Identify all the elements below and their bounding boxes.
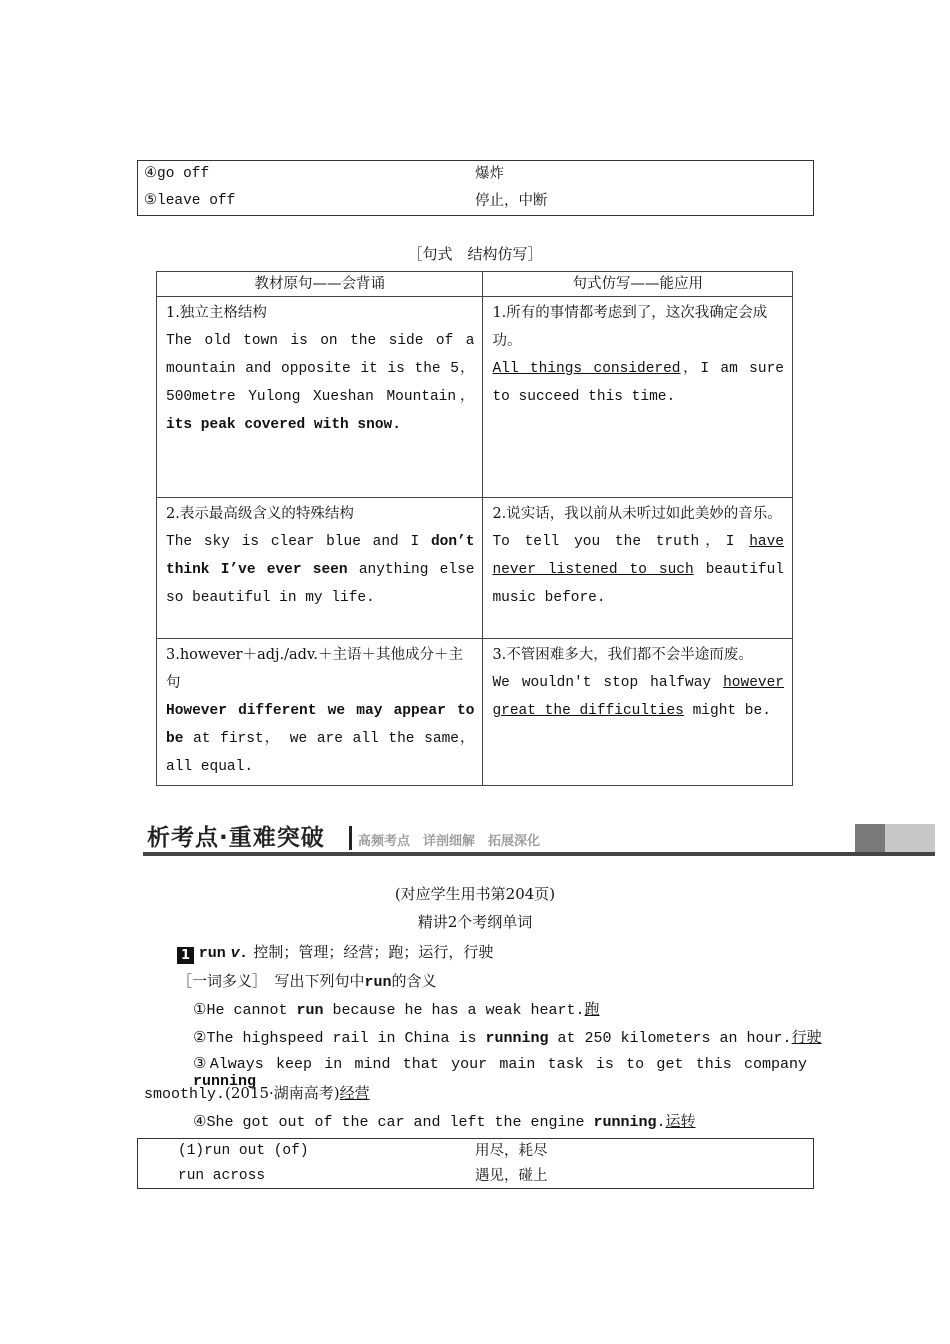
book-page-reference: (对应学生用书第204页) — [394, 885, 556, 903]
sentence-text: ①He cannot — [193, 1002, 297, 1019]
phrase-zh: 停止，中断 — [475, 193, 548, 209]
sentence-text: anything else so beautiful in my life. — [166, 562, 475, 606]
original-sentence — [166, 528, 474, 612]
sentence-text: ②The highspeed rail in China is — [193, 1030, 486, 1047]
original-sentence — [166, 697, 474, 781]
top-phrase-box — [137, 160, 814, 216]
sentence-keyword: running — [193, 1073, 257, 1090]
sentence-answer: 行驶 — [791, 1028, 822, 1046]
sentence-answer: 运转 — [665, 1112, 696, 1130]
imitation-prompt: 1.所有的事情都考虑到了，这次我确定会成功。 — [492, 305, 768, 349]
structure-heading: ［句式 结构仿写］ — [407, 245, 543, 263]
sentence-text: . — [656, 1114, 666, 1131]
table-cell — [483, 639, 793, 786]
banner-title: 析考点·重难突破 — [147, 825, 325, 851]
banner-decoration — [885, 824, 935, 852]
sentence-text: ③Always keep in mind that your main task is to get this company — [193, 1056, 807, 1073]
banner-rule — [143, 852, 935, 856]
sentence-source: (2015·湖南高考) — [225, 1084, 340, 1102]
sentence-keyword: run — [296, 1002, 324, 1019]
phrase-en: (1)run out (of) — [178, 1143, 309, 1159]
answer-text: ，I am sure to succeed this time. — [492, 361, 784, 405]
sentence-text: at first， we are all the same，all equal. — [166, 731, 475, 775]
headword: run — [198, 945, 226, 962]
section-subtitle: 精讲2个考纲单词 — [417, 913, 533, 931]
sentence-text: ④She got out of the car and left the engine — [193, 1114, 594, 1131]
phrase-row — [138, 1139, 813, 1164]
example-sentence-continued — [144, 1082, 370, 1103]
column-header-left: 教材原句——会背诵 — [157, 272, 483, 297]
sentence-text: at 250 kilometers an hour. — [548, 1030, 792, 1047]
word-entry — [177, 941, 493, 964]
sentence-bold: don’t think I’ve ever seen — [166, 534, 475, 578]
table-cell — [483, 498, 793, 639]
answer-underline: have never listened to such — [492, 534, 784, 578]
table-cell — [157, 639, 483, 786]
word-meanings: 控制；管理；经营；跑；运行，行驶 — [253, 943, 494, 961]
answer-text: We wouldn't stop halfway — [492, 675, 712, 691]
phrase-zh: 爆炸 — [475, 166, 504, 182]
sentence-keyword: running — [593, 1114, 657, 1131]
sentence-bold: its peak covered with snow. — [166, 417, 401, 433]
phrase-zh: 遇见，碰上 — [475, 1168, 548, 1184]
answer-underline: however great the difficulties — [492, 675, 785, 719]
sentence-answer: 经营 — [339, 1084, 370, 1102]
sentence-text: smoothly. — [144, 1086, 226, 1103]
instruction-word: run — [364, 974, 392, 991]
structure-table — [156, 271, 793, 786]
example-sentence — [193, 998, 600, 1019]
structure-title: 1.独立主格结构 — [166, 305, 267, 321]
instruction-text: 的含义 — [391, 972, 437, 990]
imitation-answer — [492, 355, 784, 411]
answer-underline: All things considered — [492, 361, 681, 377]
phrase-en: ④go off — [144, 166, 210, 182]
banner-subtitle: 高频考点 详剖细解 拓展深化 — [358, 834, 541, 849]
section-banner — [143, 818, 935, 856]
sentence-answer: 跑 — [584, 1000, 600, 1018]
phrase-en: run across — [178, 1168, 266, 1184]
structure-title: 3.however＋adj./adv.＋主语＋其他成分＋主句 — [166, 647, 464, 691]
imitation-answer — [492, 669, 784, 725]
answer-text: beautiful music before. — [492, 562, 785, 606]
bottom-phrase-box — [137, 1138, 814, 1189]
answer-text: To tell you the truth，I — [492, 534, 735, 550]
banner-divider — [349, 826, 352, 850]
table-cell — [157, 297, 483, 498]
sentence-bold: However different we may appear to be — [166, 703, 475, 747]
table-cell — [483, 297, 793, 498]
imitation-prompt: 3.不管困难多大，我们都不会半途而废。 — [492, 647, 753, 663]
phrase-zh: 用尽，耗尽 — [475, 1143, 548, 1159]
answer-text: might be. — [692, 703, 771, 719]
sentence-text: The old town is on the side of a mountain and opposite it is the 5，500metre Yulong Xueshan Mountain， — [166, 333, 475, 405]
part-of-speech: v. — [230, 945, 249, 962]
sentence-text: because he has a weak heart. — [323, 1002, 585, 1019]
example-sentence — [193, 1026, 822, 1047]
original-sentence — [166, 327, 474, 439]
banner-decoration — [855, 824, 885, 852]
column-header-right: 句式仿写——能应用 — [483, 272, 793, 297]
imitation-answer — [492, 528, 784, 612]
table-cell — [157, 498, 483, 639]
instruction-text: ［一词多义］ 写出下列句中 — [177, 972, 365, 990]
imitation-prompt: 2.说实话，我以前从未听过如此美妙的音乐。 — [492, 506, 782, 522]
phrase-row — [138, 1164, 813, 1188]
item-number-badge: 1 — [177, 947, 194, 964]
instruction — [177, 970, 437, 991]
structure-title: 2.表示最高级含义的特殊结构 — [166, 506, 354, 522]
example-sentence — [193, 1110, 696, 1131]
phrase-en: ⑤leave off — [144, 193, 236, 209]
sentence-text: The sky is clear blue and I — [166, 534, 420, 550]
phrase-row — [138, 188, 813, 215]
phrase-row — [138, 161, 813, 188]
sentence-keyword: running — [485, 1030, 549, 1047]
